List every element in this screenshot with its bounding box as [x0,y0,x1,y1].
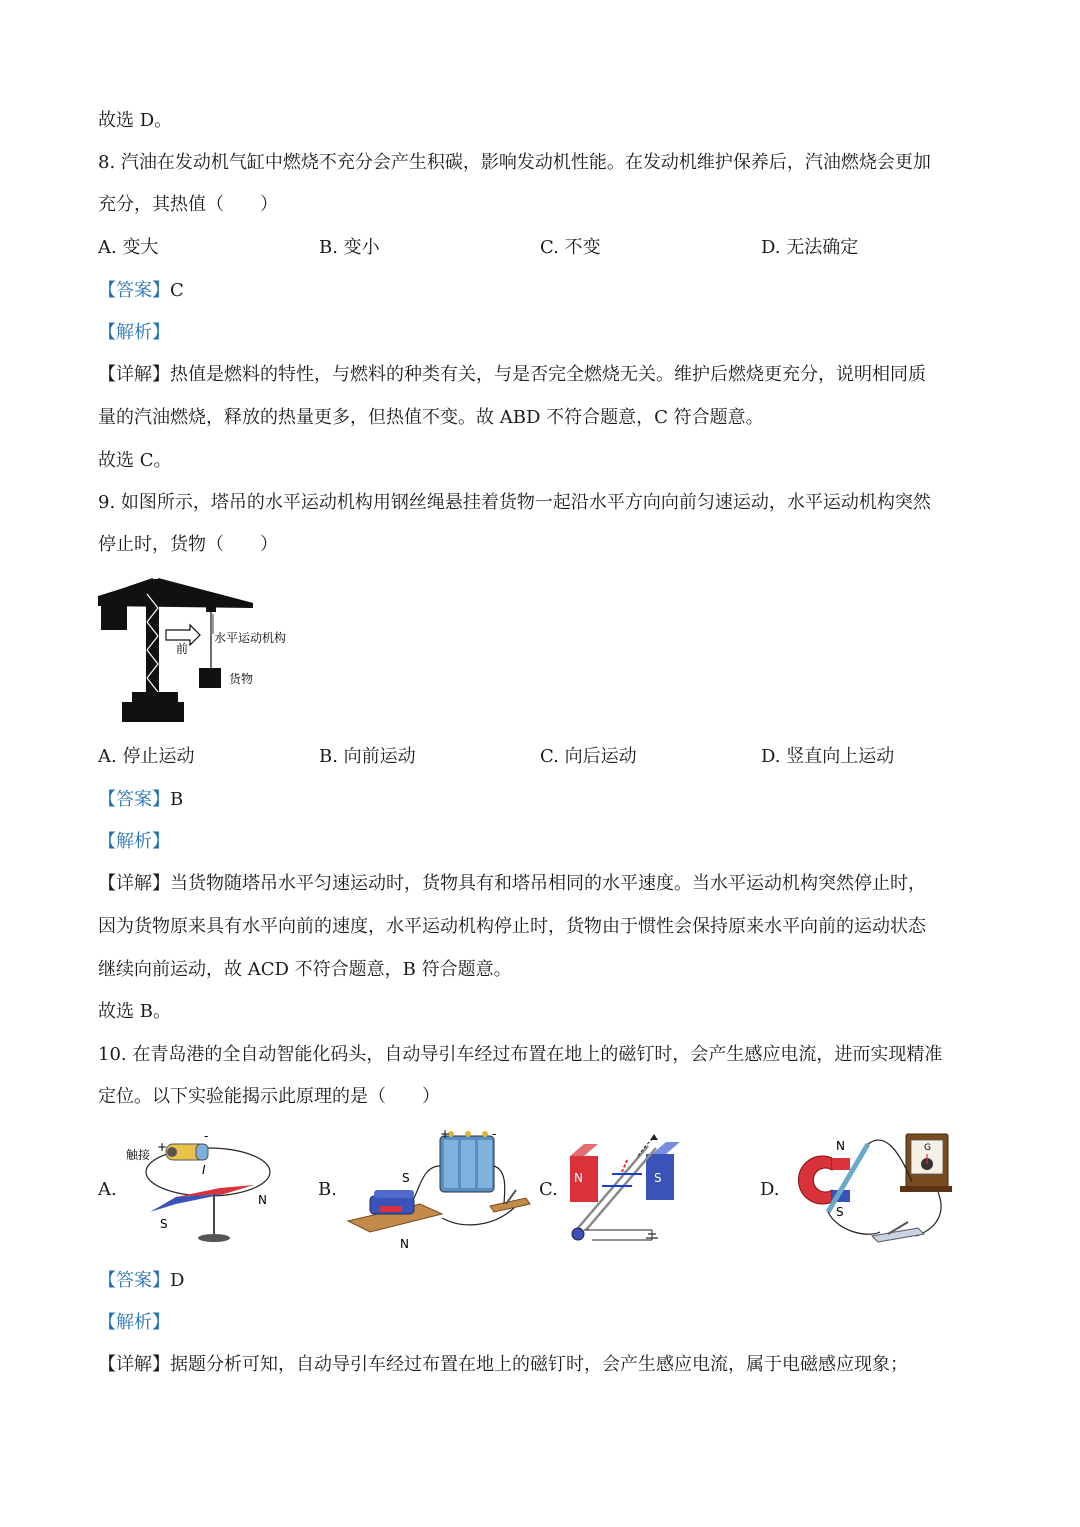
q10-analysis-tag: 【解析】 [98,1312,170,1333]
touch-label: 触接 [126,1148,151,1162]
q10-answer [98,1269,184,1293]
q9-conclusion: 故选 B。 [98,1001,171,1022]
q9-answer [98,788,183,812]
answer-value: B [170,789,184,810]
figure-a-oersted [120,1129,280,1247]
cargo-label: 货物 [229,672,254,686]
q9-option-b: B. 向前运动 [319,746,416,767]
current-label: I [202,1163,206,1177]
plus-sign: + [157,1140,168,1154]
north-label: N [574,1171,583,1185]
q10-stem-line1: 10. 在青岛港的全自动智能化码头，自动导引车经过布置在地上的磁钉时，会产生感应电流，进而实现精准 [98,1044,943,1065]
detail-text: 据题分析可知，自动导引车经过布置在地上的磁钉时，会产生感应电流，属于电磁感应现象； [170,1354,908,1375]
q9-option-d: D. 竖直向上运动 [761,746,895,767]
q7-conclusion: 故选 D。 [98,110,173,131]
q9-stem-line1: 9. 如图所示，塔吊的水平运动机构用钢丝绳悬挂着货物一起沿水平方向向前匀速运动，水平运动机构突然 [98,492,931,513]
galvanometer-label: G [924,1143,931,1153]
q10-option-a-letter: A. [98,1179,117,1200]
answer-tag: 【答案】 [98,789,170,810]
q9-detail-line3: 继续向前运动，故 ACD 不符合题意，B 符合题意。 [98,959,512,980]
q9-detail-line1 [98,872,926,896]
q8-analysis-tag: 【解析】 [98,322,170,343]
tower-crane-figure [98,574,308,728]
q8-stem-line2: 充分，其热值（ ） [98,194,278,215]
figure-c-conductor-field [562,1130,692,1248]
detail-tag: 【详解】 [98,1354,170,1375]
q10-stem-line2: 定位。以下实验能揭示此原理的是（ ） [98,1086,440,1107]
mechanism-label: 水平运动机构 [214,631,287,645]
answer-tag: 【答案】 [98,1270,170,1291]
q9-analysis-tag: 【解析】 [98,831,170,852]
q8-conclusion: 故选 C。 [98,450,172,471]
south-label: S [654,1171,662,1185]
q9-stem-line2: 停止时，货物（ ） [98,534,278,555]
q10-option-b-letter: B. [318,1179,337,1200]
north-label: N [258,1193,267,1207]
q9-option-a: A. 停止运动 [98,746,195,767]
q8-detail-line1 [98,363,926,387]
q8-option-c: C. 不变 [540,237,601,258]
q8-detail-line2: 量的汽油燃烧，释放的热量更多，但热值不变。故 ABD 不符合题意，C 符合题意。 [98,407,764,428]
north-label: N [400,1237,409,1251]
answer-tag: 【答案】 [98,280,170,301]
answer-value: D [170,1270,185,1291]
plus-sign: + [440,1127,451,1141]
detail-tag: 【详解】 [98,873,170,894]
detail-text: 当货物随塔吊水平匀速运动时，货物具有和塔吊相同的水平速度。当水平运动机构突然停止时， [170,873,926,894]
detail-tag: 【详解】 [98,364,170,385]
figure-b-battery-magnet [344,1126,534,1251]
q10-option-d-letter: D. [760,1179,780,1200]
south-label: S [160,1217,168,1231]
south-label: S [402,1171,410,1185]
north-label: N [836,1139,845,1153]
q9-detail-line2: 因为货物原来具有水平向前的速度，水平运动机构停止时，货物由于惯性会保持原来水平向前的运动状态 [98,916,926,937]
south-label: S [836,1205,844,1219]
q8-option-d: D. 无法确定 [761,237,859,258]
detail-text: 热值是燃料的特性，与燃料的种类有关，与是否完全燃烧无关。维护后燃烧更充分，说明相同质 [170,364,926,385]
q10-option-c-letter: C. [539,1179,558,1200]
q9-option-c: C. 向后运动 [540,746,637,767]
answer-value: C [170,280,184,301]
figure-d-induction-galvanometer [788,1128,958,1253]
q8-answer [98,279,184,303]
q8-stem-line1: 8. 汽油在发动机气缸中燃烧不充分会产生积碳，影响发动机性能。在发动机维护保养后，汽油燃烧会更加 [98,152,931,173]
q8-option-b: B. 变小 [319,237,380,258]
minus-sign: - [204,1129,209,1143]
q8-option-a: A. 变大 [98,237,159,258]
q10-detail-line1 [98,1353,908,1377]
minus-sign: - [492,1127,497,1141]
forward-label: 前 [176,642,189,656]
